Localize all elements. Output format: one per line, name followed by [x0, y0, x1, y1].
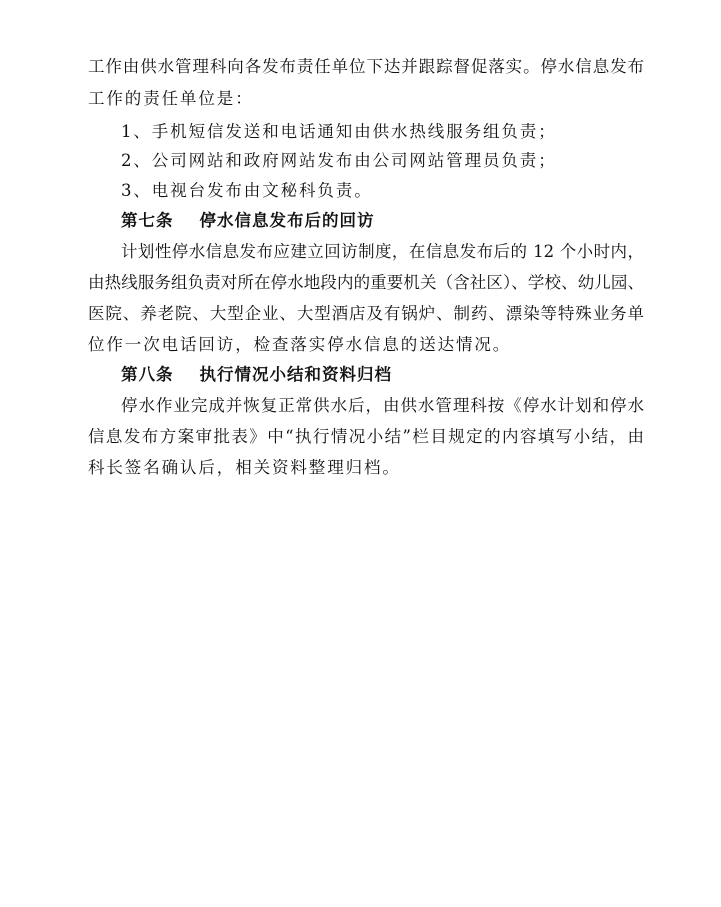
article-heading	[121, 364, 644, 386]
article-title: 执行情况小结和资料归档	[199, 365, 392, 384]
paragraph-line: 科长签名确认后，相关资料整理归档。	[88, 458, 401, 477]
paragraph-line: 位作一次电话回访，检查落实停水信息的送达情况。	[88, 335, 512, 354]
paragraph-line: 工作的责任单位是：	[88, 89, 254, 108]
article-number: 第八条	[121, 365, 174, 384]
list-item: 1、手机短信发送和电话通知由供水热线服务组负责；	[121, 122, 557, 141]
paragraph-line: 信息发布方案审批表》中“执行情况小结”栏目规定的内容填写小结，由	[88, 427, 644, 446]
paragraph-line: 停水作业完成并恢复正常供水后，由供水管理科按《停水计划和停水	[121, 396, 644, 415]
list-item: 2、公司网站和政府网站发布由公司网站管理员负责；	[121, 151, 557, 170]
paragraph-line: 医院、养老院、大型企业、大型酒店及有锅炉、制药、漂染等特殊业务单	[88, 304, 644, 323]
article-number: 第七条	[121, 211, 174, 230]
paragraph-line: 工作由供水管理科向各发布责任单位下达并跟踪督促落实。停水信息发布	[88, 57, 644, 76]
list-item: 3、电视台发布由文秘科负责。	[121, 181, 373, 200]
paragraph-line: 计划性停水信息发布应建立回访制度，在信息发布后的 12 个小时内，	[121, 242, 644, 261]
article-title: 停水信息发布后的回访	[199, 211, 375, 230]
paragraph-line: 由热线服务组负责对所在停水地段内的重要机关（含社区）、学校、幼儿园、	[88, 273, 644, 292]
article-heading	[121, 210, 644, 232]
